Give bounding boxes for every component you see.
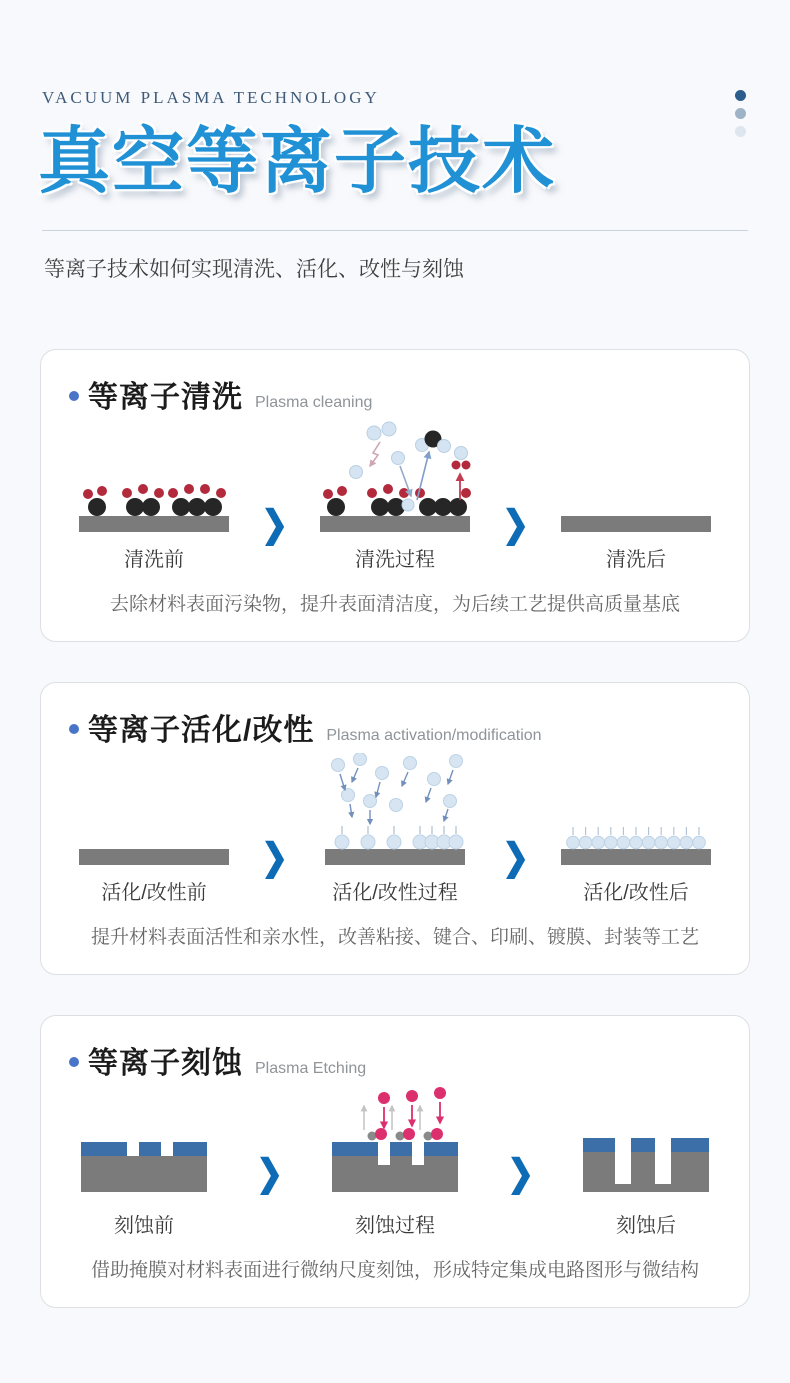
header — [0, 0, 790, 283]
cleaning-before-diagram — [69, 420, 239, 540]
stage-label: 刻蚀前 — [114, 1215, 174, 1238]
chevron-right-icon: ❯ — [507, 1152, 534, 1195]
chevron-right-icon: ❯ — [502, 503, 529, 546]
bullet-dot-icon — [69, 1057, 79, 1067]
etching-before-diagram — [69, 1086, 219, 1206]
title-divider — [42, 230, 748, 231]
stage-cleaning-process — [310, 420, 480, 574]
dot-dark-icon — [735, 90, 746, 101]
dot-light-icon — [735, 126, 746, 137]
card-title: 等离子刻蚀 — [88, 1047, 243, 1081]
cleaning-process-diagram — [310, 420, 480, 540]
card-description: 借助掩膜对材料表面进行微纳尺度刻蚀，形成特定集成电路图形与微结构 — [90, 1260, 699, 1282]
stage-activation-before — [69, 753, 239, 907]
card-title-row — [67, 372, 723, 416]
stage-cleaning-before — [69, 420, 239, 574]
card-title-row — [67, 705, 723, 749]
stage-etching-before — [69, 1086, 219, 1240]
stages-row — [67, 420, 723, 574]
card-subtitle-en: Plasma activation/modification — [326, 727, 542, 745]
card-subtitle-en: Plasma Etching — [255, 1060, 367, 1078]
bullet-dot-icon — [69, 391, 79, 401]
card-title: 等离子清洗 — [88, 381, 243, 415]
stage-activation-after — [551, 753, 721, 907]
page-title: 真空等离子技术 — [38, 122, 557, 202]
stage-label: 活化/改性后 — [583, 882, 689, 905]
card-plasma-activation — [40, 682, 750, 975]
eyebrow-text: VACUUM PLASMA TECHNOLOGY — [42, 88, 380, 107]
stage-label: 刻蚀后 — [616, 1215, 676, 1238]
stages-row — [67, 753, 723, 907]
chevron-right-icon: ❯ — [261, 503, 288, 546]
card-description: 去除材料表面污染物，提升表面清洁度，为后续工艺提供高质量基底 — [109, 594, 680, 616]
bullet-dot-icon — [69, 724, 79, 734]
etching-after-diagram — [571, 1086, 721, 1206]
activation-before-diagram — [69, 753, 239, 873]
stage-label: 清洗过程 — [355, 549, 435, 572]
stage-etching-after — [571, 1086, 721, 1240]
stage-label: 清洗后 — [606, 549, 666, 572]
activation-process-diagram — [310, 753, 480, 873]
stage-label: 活化/改性前 — [101, 882, 207, 905]
stage-cleaning-after — [551, 420, 721, 574]
chevron-right-icon: ❯ — [256, 1152, 283, 1195]
stages-row — [67, 1086, 723, 1240]
card-title: 等离子活化/改性 — [88, 714, 315, 748]
decorative-dots-icon — [735, 90, 746, 137]
page-subtitle: 等离子技术如何实现清洗、活化、改性与刻蚀 — [44, 258, 464, 282]
card-plasma-cleaning — [40, 349, 750, 642]
etching-process-diagram — [320, 1086, 470, 1206]
stage-label: 活化/改性过程 — [332, 882, 458, 905]
activation-after-diagram — [551, 753, 721, 873]
cleaning-after-diagram — [551, 420, 721, 540]
stage-label: 刻蚀过程 — [355, 1215, 435, 1238]
stage-label: 清洗前 — [124, 549, 184, 572]
card-title-row — [67, 1038, 723, 1082]
card-plasma-etching — [40, 1015, 750, 1308]
dot-medium-icon — [735, 108, 746, 119]
stage-activation-process — [310, 753, 480, 907]
chevron-right-icon: ❯ — [261, 836, 288, 879]
card-description: 提升材料表面活性和亲水性，改善粘接、键合、印刷、镀膜、封装等工艺 — [90, 927, 699, 949]
chevron-right-icon: ❯ — [502, 836, 529, 879]
stage-etching-process — [320, 1086, 470, 1240]
card-subtitle-en: Plasma cleaning — [255, 394, 373, 412]
